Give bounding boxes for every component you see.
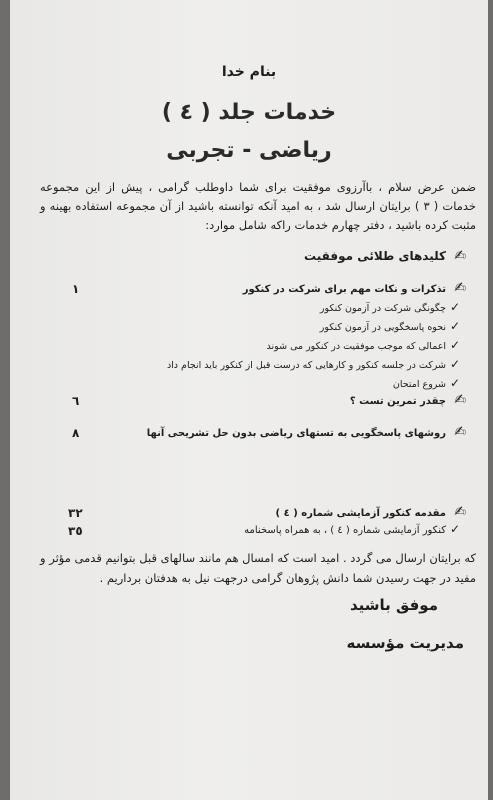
list-item: ✓کنکور آزمایشی شماره ( ٤ ) ، به همراه پاسخنامه [244,522,460,536]
section-tips [243,280,466,296]
page-number: ٨ [72,426,80,440]
page-number: ٣٢ [68,506,83,520]
section-methods [147,424,466,440]
writing-hand-icon: ✍ [454,424,466,440]
basmala-heading: بنام خدا [221,64,277,80]
document-page [10,0,488,800]
list-item: ✓اعمالی که موجب موفقیت در کنکور می شوند [266,338,460,352]
section-tips-title: تذکرات و نکات مهم برای شرکت در کنکور [242,284,446,295]
section-keys-title: کلیدهای طلائی موفقیت [304,249,446,263]
list-item: ✓شروع امتحان [392,376,460,390]
check-icon: ✓ [449,376,460,390]
list-item: ✓نحوه پاسخگویی در آزمون کنکور [319,319,460,333]
section-practice [350,392,466,408]
check-icon: ✓ [449,338,460,352]
check-icon: ✓ [449,300,460,314]
writing-hand-icon: ✍ [454,280,466,296]
signature-greeting: موفق باشید [349,596,438,614]
intro-paragraph: ضمن عرض سلام ، باآرزوی موفقیت برای شما داوطلب گرامی ، پیش از این مجموعه خدمات ( ٣ ) برایتان ارسال شد ، به امید آنکه توانسته باشید از آن مجموعه استفاده بهینه و مثبت کرده باشید ، دفتر چهارم خدمات راکه شامل موارد: [40,180,476,232]
section-methods-title: روشهای پاسخگویی به تستهای ریاضی بدون حل تشریحی آنها [146,428,446,439]
writing-hand-icon: ✍ [454,248,466,264]
list-item: ✓شرکت در جلسه کنکور و کارهایی که درست قبل از کنکور باید انجام داد [166,357,460,371]
check-icon: ✓ [449,319,460,333]
writing-hand-icon: ✍ [454,504,466,520]
page-number: ١ [72,282,80,296]
check-icon: ✓ [449,522,460,536]
check-icon: ✓ [449,357,460,371]
section-exam-intro-title: مقدمه کنکور آزمایشی شماره ( ٤ ) [275,508,446,519]
page-subtitle: ریاضی - تجربی [166,138,332,163]
section-exam-intro [276,504,466,520]
closing-paragraph: که برایتان ارسال می گردد . امید است که امسال هم مانند سالهای قبل بتوانیم قدمی مؤثر و مفید در جهت رسیدن شما دانش پژوهان گرامی درجهت نیل به هدفتان برداریم . [40,551,476,585]
list-item: ✓چگونگی شرکت در آزمون کنکور [319,300,460,314]
writing-hand-icon: ✍ [454,392,466,408]
section-keys [304,248,466,264]
signature-name: مدیریت مؤسسه [346,634,464,652]
page-number: ٦ [72,394,80,408]
page-title: خدمات جلد ( ٤ ) [161,100,337,125]
page-number: ٣٥ [68,524,83,538]
section-practice-title: چقدر تمرین تست ؟ [349,396,446,407]
